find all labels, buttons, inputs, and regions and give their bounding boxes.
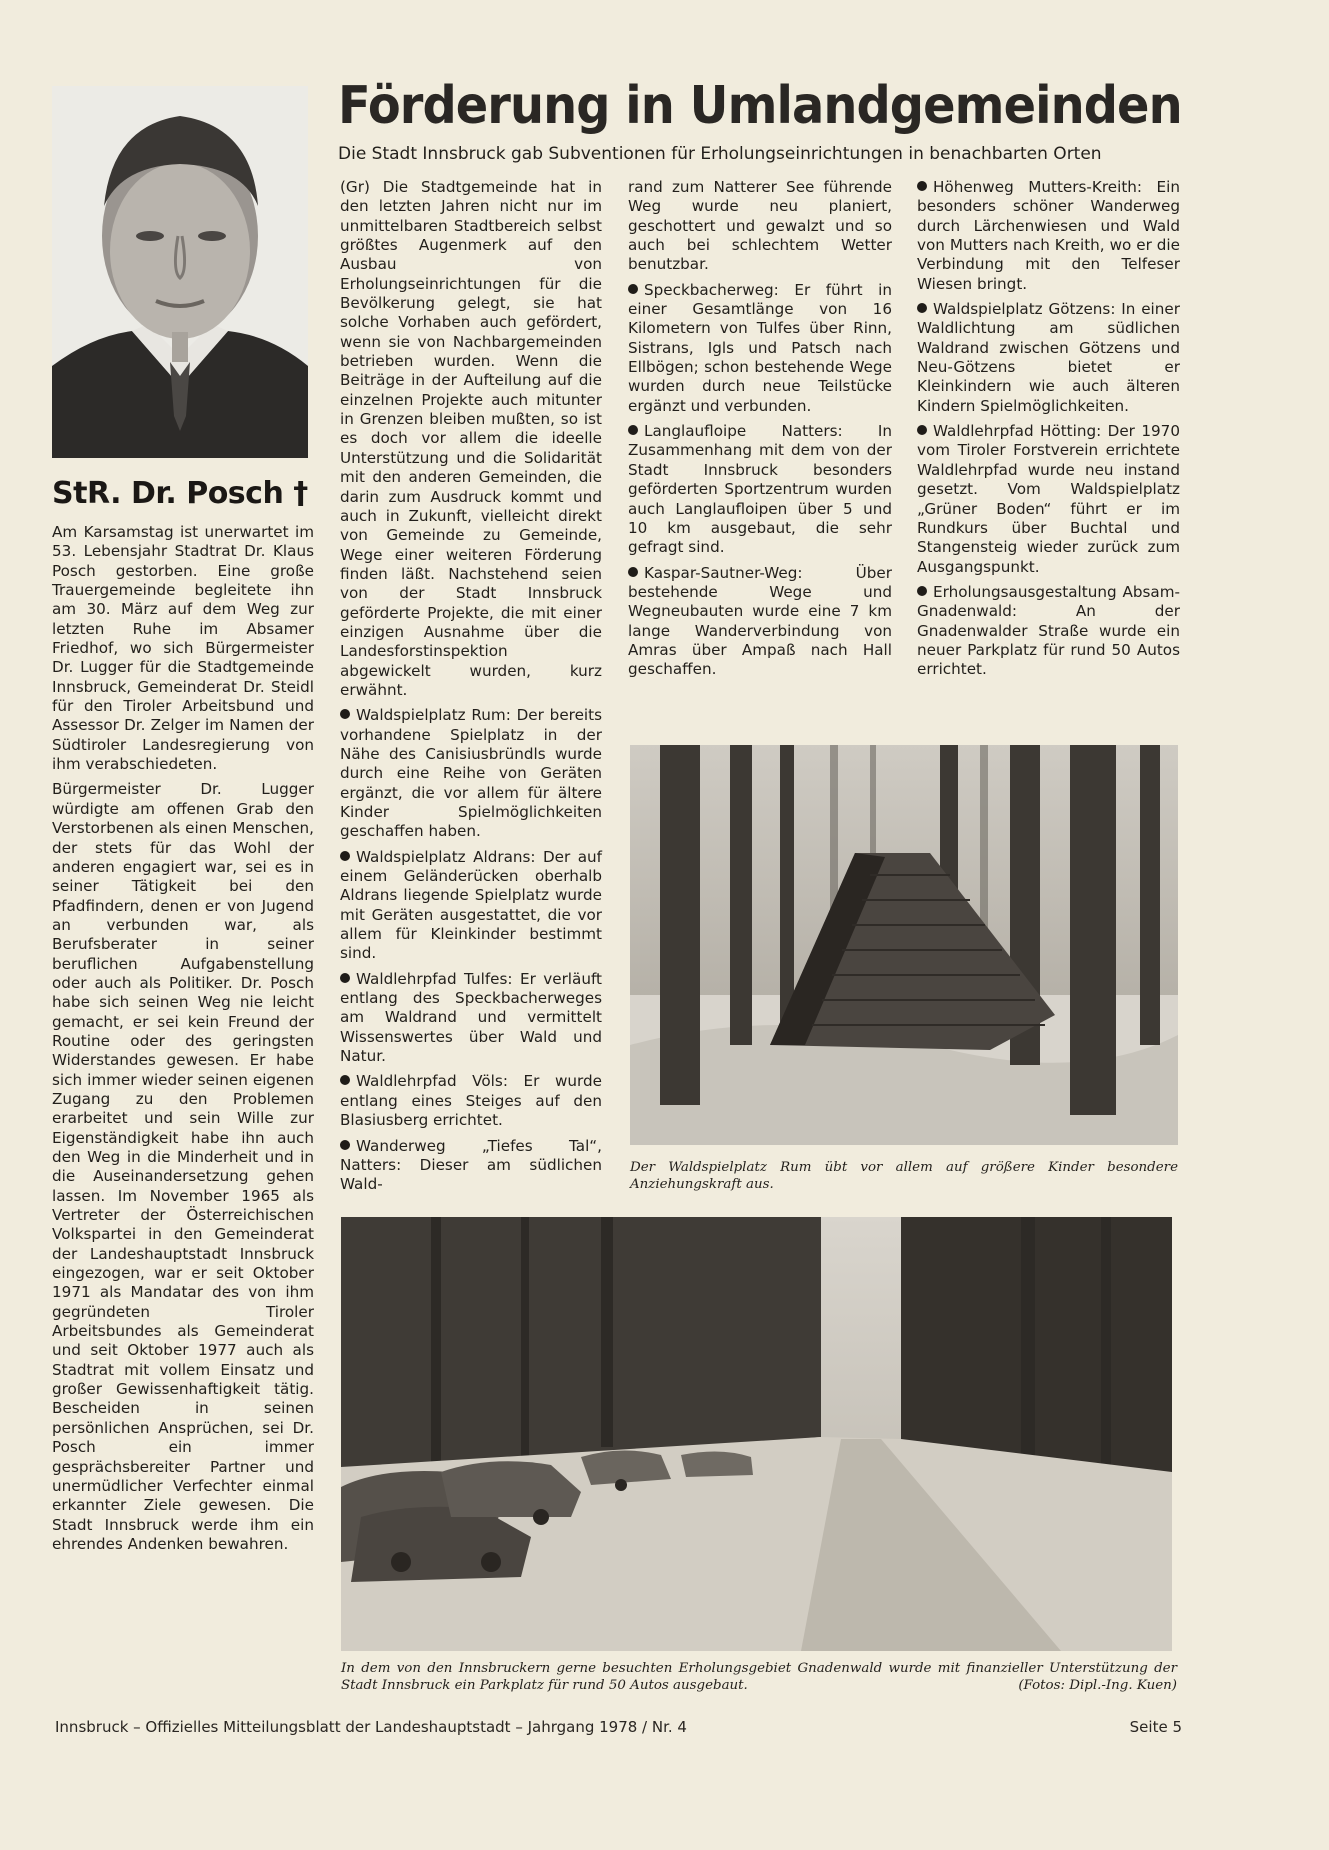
article-item: Waldspielplatz Götzens: In einer Waldlichtung am südlichen Waldrand zwischen Götzens und Neu-Götzens bietet er Kleinkindern wie auch älteren Kindern Spielmöglichkeiten. [917,300,1180,415]
article-item: Speckbacherweg: Er führt in einer Gesamtlänge von 16 Kilometern von Tulfes über Rinn, Sistrans, Igls und Patsch nach Ellbögen; schon bestehende Wege wurden durch neue Teilstücke ergänzt und verbunden. [628,280,892,415]
article-item: Kaspar-Sautner-Weg: Über bestehende Wege und Wegneubauten wurde eine 7 km lange Wanderverbindung von Amras über Ampaß nach Hall geschaffen. [628,563,892,679]
obituary-title: StR. Dr. Posch † [52,476,308,511]
footer-publication: Innsbruck – Offizielles Mitteilungsblatt der Landeshauptstadt – Jahrgang 1978 / Nr. 4 [55,1718,687,1736]
bullet-icon [917,303,927,313]
photo-parking-lot [341,1217,1172,1651]
article-column-4 [917,178,1180,680]
article-subtitle: Die Stadt Innsbruck gab Subventionen für Erholungseinrichtungen in benachbarten Orten [338,144,1102,164]
page-number: Seite 5 [1129,1718,1182,1736]
article-headline: Förderung in Umlandgemeinden [338,76,1182,136]
article-column-3 [628,178,892,680]
obituary-paragraph: Am Karsamstag ist unerwartet im 53. Lebensjahr Stadtrat Dr. Klaus Posch gestorben. Eine große Trauergemeinde begleitete ihn am 30. März auf dem Weg zur letzten Ruhe im Absamer Friedhof, wo sich Bürgermeister Dr. Lugger für die Stadtgemeinde Innsbruck, Gemeinderat Dr. Steidl für den Tiroler Arbeitsbund und Assessor Dr. Zelger im Namen der Südtiroler Landesregierung von ihm verabschiedeten. [52,523,314,774]
bullet-icon [628,567,638,577]
article-item: Langlaufloipe Natters: In Zusammenhang mit dem von der Stadt Innsbruck besonders geförderten Sportzentrum wurden auch Langlaufloipen über 5 und 10 km ausgebaut, die sehr gefragt sind. [628,422,892,557]
bullet-icon [628,425,638,435]
article-item: Wanderweg „Tiefes Tal“, Natters: Dieser am südlichen Wald- [340,1136,602,1194]
photo1-caption: Der Waldspielplatz Rum übt vor allem auf größere Kinder besondere Anziehungskraft aus. [630,1160,1178,1192]
bullet-icon [628,284,638,294]
portrait-photo [52,86,308,458]
bullet-icon [340,1075,350,1085]
article-column-2 [340,178,602,1195]
obituary-paragraph: Bürgermeister Dr. Lugger würdigte am offenen Grab den Verstorbenen als einen Menschen, der stets für das Wohl der anderen engagiert war, sei es in seiner Tätigkeit bei den Pfadfindern, denen er von Jugend an verbunden war, als Berufsberater in seiner beruflichen Aufgabenstellung oder auch als Politiker. Dr. Posch habe sich seinen Weg nie leicht gemacht, er sei kein Freund der Routine oder des geringsten Widerstandes gewesen. Er habe sich immer wieder seinen eigenen Zugang zu den Problemen erarbeitet und sein Wille zur Eigenständigkeit habe ihn auch den Weg in die Minderheit und in die Auseinandersetzung gehen lassen. Im November 1965 als Vertreter der Österreichischen Volkspartei in den Gemeinderat der Landeshauptstadt Innsbruck eingezogen, war er seit Oktober 1971 als Mandatar des von ihm gegründeten Tiroler Arbeitsbundes als Gemeinderat und seit Oktober 1977 auch als Stadtrat mit vollem Einsatz und großer Gewissenhaftigkeit tätig. Bescheiden in seinen persönlichen Ansprüchen, sei Dr. Posch ein immer gesprächsbereiter Partner und unermüdlicher Verfechter einmal erkannter Ziele gewesen. Die Stadt Innsbruck werde ihm ein ehrendes Andenken bewahren. [52,780,314,1553]
article-item: Waldlehrpfad Völs: Er wurde entlang eines Steiges auf den Blasiusberg errichtet. [340,1072,602,1130]
photo-credit: (Fotos: Dipl.-Ing. Kuen) [1018,1678,1177,1693]
article-item: Waldlehrpfad Hötting: Der 1970 vom Tiroler Forstverein errichtete Waldlehrpfad wurde neu instand gesetzt. Vom Waldspielplatz „Grüner Boden“ führt er im Rundkurs über Buchtal und Stangensteig wieder zurück zum Ausgangspunkt. [917,422,1180,576]
article-item: Erholungsausgestaltung Absam-Gnadenwald: An der Gnadenwalder Straße wurde ein neuer Parkplatz für rund 50 Autos errichtet. [917,582,1180,679]
bullet-icon [340,973,350,983]
photo2-caption: In dem von den Innsbruckern gerne besuchten Erholungsgebiet Gnadenwald wurde mit finanzieller Unterstützung der Stadt Innsbruck ein Parkplatz für rund 50 Autos ausgebaut. (Fotos: Dipl.-Ing. Kuen) [341,1661,1177,1693]
article-paragraph: rand zum Natterer See führende Weg wurde neu planiert, geschottert und gewalzt und so auch bei schlechtem Wetter benutzbar. [628,178,892,274]
bullet-icon [917,425,927,435]
bullet-icon [340,1140,350,1150]
bullet-icon [917,181,927,191]
article-item: Waldlehrpfad Tulfes: Er verläuft entlang des Speckbacherweges am Waldrand und vermittelt Wissenswertes über Wald und Natur. [340,969,602,1066]
article-item: Waldspielplatz Aldrans: Der auf einem Geländerücken oberhalb Aldrans liegende Spielplatz wurde mit Geräten ausgestattet, die vor allem für Kleinkinder bestimmt sind. [340,847,602,963]
article-item: Höhenweg Mutters-Kreith: Ein besonders schöner Wanderweg durch Lärchenwiesen und Wald von Mutters nach Kreith, wo er die Verbindung mit den Telfeser Wiesen bringt. [917,178,1180,293]
article-item: Waldspielplatz Rum: Der bereits vorhandene Spielplatz in der Nähe des Canisiusbründls wurde durch eine Reihe von Geräten ergänzt, die vor allem für ältere Kinder Spielmöglichkeiten geschaffen haben. [340,706,602,841]
bullet-icon [340,851,350,861]
bullet-icon [340,709,350,719]
photo-forest-hut [630,745,1178,1145]
obituary-text [52,523,314,1554]
article-paragraph: (Gr) Die Stadtgemeinde hat in den letzten Jahren nicht nur im unmittelbaren Stadtbereich selbst größtes Augenmerk auf den Ausbau von Erholungseinrichtungen für die Bevölkerung gelegt, sie hat solche Vorhaben auch gefördert, wenn sie von Nachbargemeinden betrieben wurden. Wenn die Beiträge in der Aufteilung auf die einzelnen Projekte auch mitunter in Grenzen bleiben mußten, so ist es doch vor allem die ideelle Unterstützung und die Solidarität mit den anderen Gemeinden, die darin zum Ausdruck kommt und auch in Zukunft, vielleicht direkt von Gemeinde zu Gemeinde, Wege einer weiteren Förderung finden läßt. Nachstehend seien von der Stadt Innsbruck geförderte Projekte, die mit einer einzigen Ausnahme über die Landesforstinspektion abgewickelt wurden, kurz erwähnt. [340,178,602,699]
bullet-icon [917,586,927,596]
